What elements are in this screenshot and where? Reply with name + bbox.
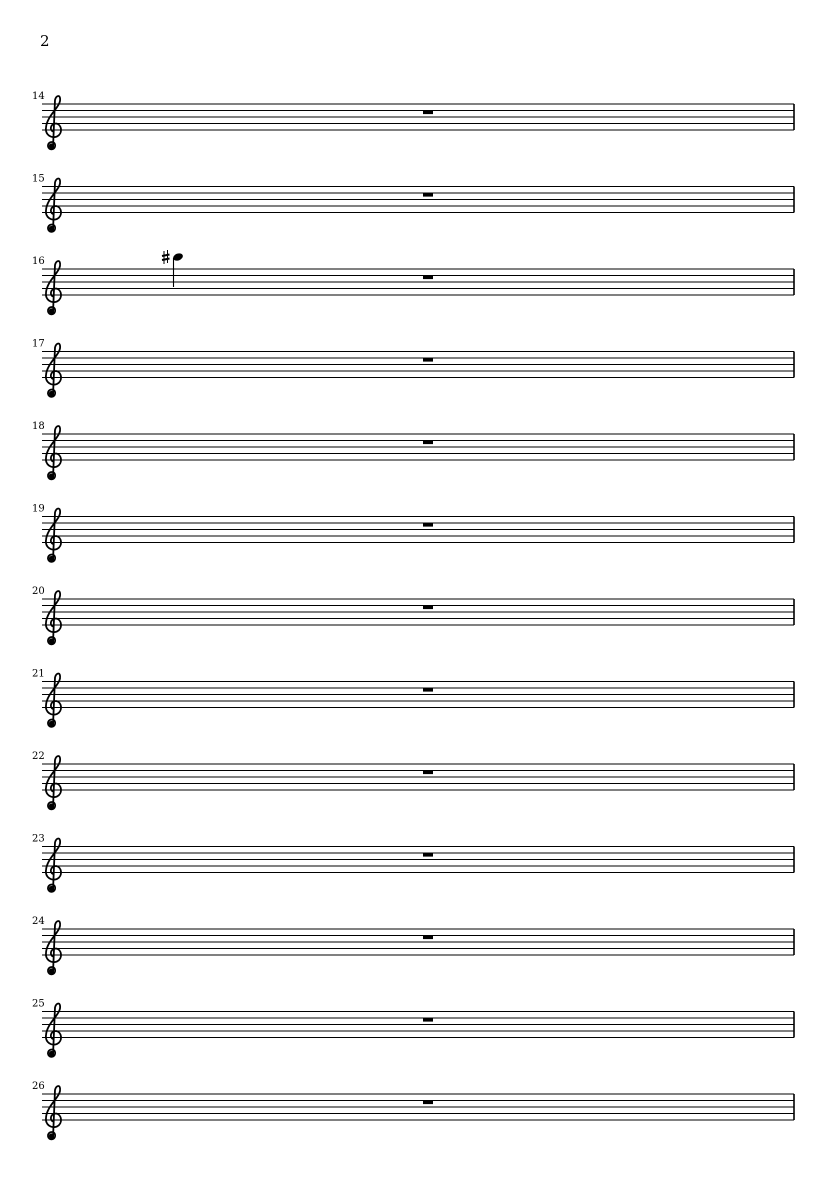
- whole-rest: [423, 111, 433, 115]
- measure-number: 24: [32, 916, 45, 927]
- measure-number: 17: [32, 338, 45, 350]
- measure-number: 14: [32, 91, 45, 102]
- whole-rest: [423, 853, 433, 857]
- whole-rest: [423, 441, 433, 445]
- staff-system: [32, 504, 794, 562]
- staff-system: [32, 916, 794, 974]
- staff-system: [32, 1081, 794, 1139]
- staff-system: [32, 250, 794, 314]
- whole-rest: [423, 606, 433, 610]
- staff-system: [32, 339, 794, 397]
- whole-rest: [423, 276, 433, 280]
- staff-system: [32, 669, 794, 727]
- staff-system: [32, 421, 794, 479]
- staff-system: [32, 586, 794, 644]
- measure-number: 21: [32, 668, 45, 680]
- measure-number: 15: [32, 173, 45, 185]
- staff-system: [32, 174, 794, 232]
- whole-rest: [423, 688, 433, 692]
- staff-system: [32, 751, 794, 809]
- measure-number: 26: [32, 1081, 45, 1092]
- whole-rest: [423, 358, 433, 362]
- staff-system: [32, 834, 794, 892]
- staff-system: [32, 999, 794, 1057]
- measure-number: 20: [32, 586, 45, 597]
- measure-number: 18: [32, 421, 45, 432]
- measure-number: 19: [32, 503, 45, 515]
- whole-rest: [423, 936, 433, 940]
- measure-number: 23: [32, 833, 45, 845]
- measure-number: 16: [32, 256, 45, 267]
- whole-rest: [423, 771, 433, 775]
- whole-rest: [423, 193, 433, 197]
- page-number: 2: [40, 32, 50, 50]
- staff-system: [32, 91, 794, 149]
- measure-number: 22: [32, 751, 45, 762]
- measure-number: 25: [32, 998, 45, 1010]
- whole-rest: [423, 523, 433, 527]
- whole-rest: [423, 1101, 433, 1105]
- whole-rest: [423, 1018, 433, 1022]
- note: [162, 250, 184, 287]
